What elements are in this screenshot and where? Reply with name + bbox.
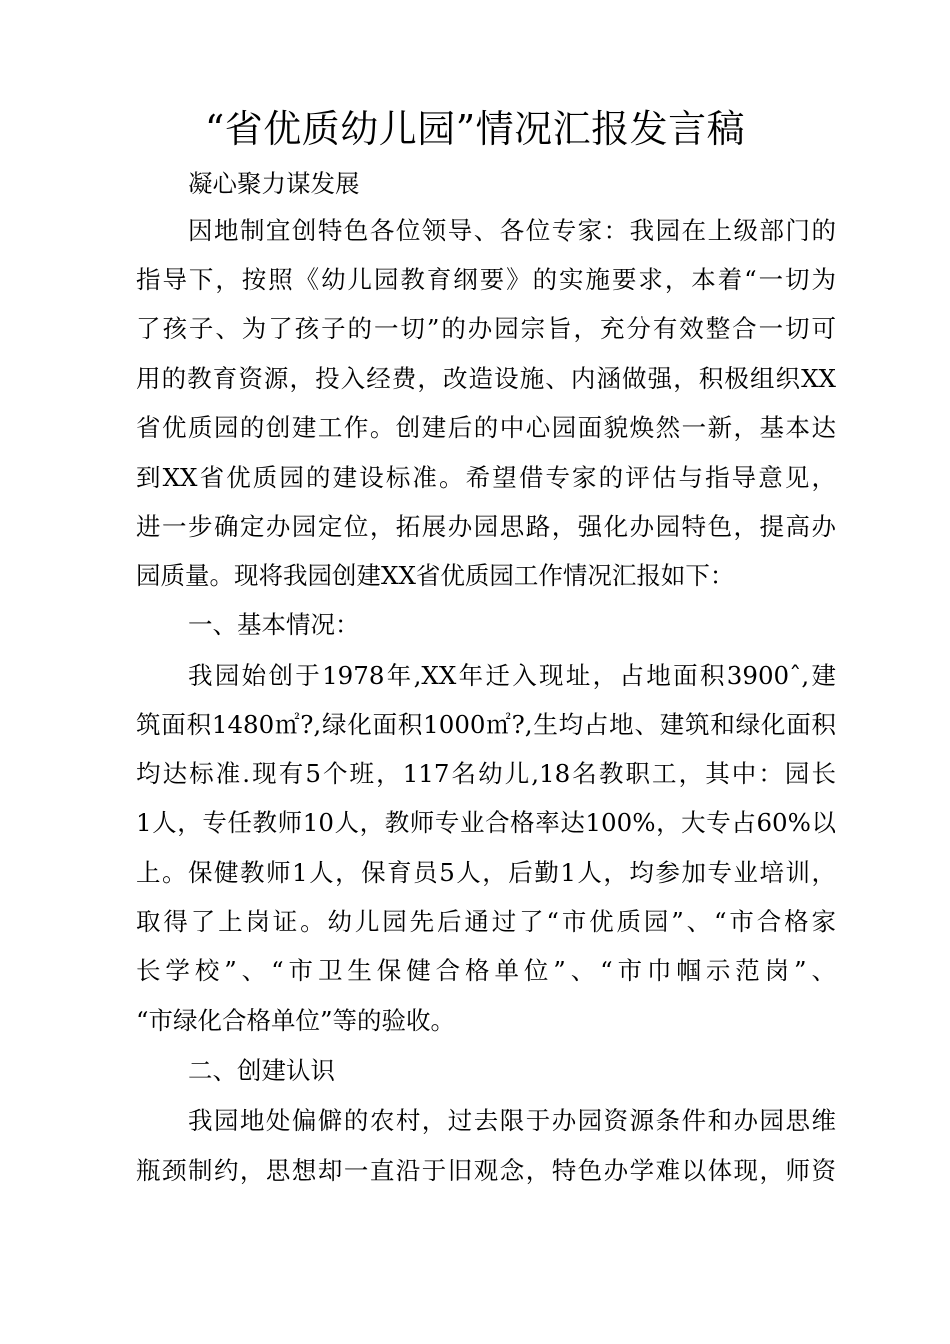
paragraph-line: 园质量。现将我园创建XX省优质园工作情况汇报如下： — [136, 561, 735, 590]
section-heading: 二、创建认识 — [188, 1056, 335, 1085]
document-title: “省优质幼儿园”情况汇报发言稿 — [204, 107, 746, 151]
paragraph-line: 均达标准.现有5个班，117名幼儿,18名教职工，其中：园长 — [136, 759, 836, 788]
paragraph-line: 用的教育资源，投入经费，改造设施、内涵做强，积极组织XX — [136, 364, 836, 393]
paragraph-line: 我园始创于1978年,XX年迁入现址，占地面积3900ˆ,建 — [188, 661, 836, 690]
paragraph-line: 因地制宜创特色各位领导、各位专家：我园在上级部门的 — [188, 216, 836, 245]
section-heading: 一、基本情况： — [188, 610, 360, 639]
paragraph-line: 瓶颈制约，思想却一直沿于旧观念，特色办学难以体现，师资 — [136, 1156, 836, 1185]
paragraph-line: 了孩子、为了孩子的一切”的办园宗旨，充分有效整合一切可 — [136, 314, 836, 343]
paragraph-line: 到XX省优质园的建设标准。希望借专家的评估与指导意见， — [136, 463, 836, 492]
paragraph-line: 指导下，按照《幼儿园教育纲要》的实施要求，本着“一切为 — [136, 265, 836, 294]
paragraph-line: 长学校”、“市卫生保健合格单位”、“市巾帼示范岗”、 — [136, 956, 836, 985]
subtitle-line: 凝心聚力谋发展 — [188, 169, 360, 198]
paragraph-line: 我园地处偏僻的农村，过去限于办园资源条件和办园思维 — [188, 1106, 836, 1135]
paragraph-line: 1人，专任教师10人，教师专业合格率达100%，大专占60%以 — [136, 808, 836, 837]
paragraph-line: 取得了上岗证。幼儿园先后通过了“市优质园”、“市合格家 — [136, 907, 836, 936]
paragraph-line: “市绿化合格单位”等的验收。 — [136, 1006, 456, 1035]
paragraph-line: 筑面积1480㎡?,绿化面积1000㎡?,生均占地、建筑和绿化面积 — [136, 710, 836, 739]
paragraph-line: 省优质园的创建工作。创建后的中心园面貌焕然一新，基本达 — [136, 413, 836, 442]
paragraph-line: 进一步确定办园定位，拓展办园思路，强化办园特色，提高办 — [136, 512, 836, 541]
paragraph-line: 上。保健教师1人，保育员5人，后勤1人，均参加专业培训， — [136, 858, 836, 887]
